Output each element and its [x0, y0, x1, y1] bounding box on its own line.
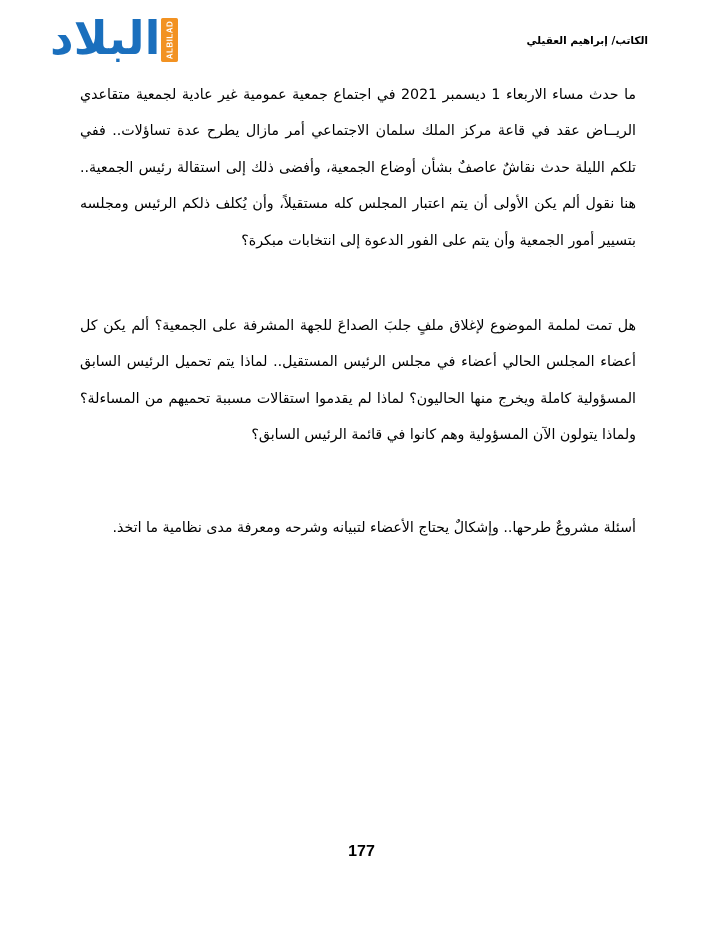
author-name: الكاتب/ إبراهيم العقيلي [526, 35, 648, 47]
albilad-logo [50, 11, 180, 65]
paragraph-2: هل تمت لملمة الموضوع لإغلاق ملفٍ جلبَ الصداعَ للجهة المشرفة على الجمعية؟ ألم يكن كل أعضاء المجلس الحالي أعضاء في مجلس الرئيس المستقيل.. لماذا يتم تحميل الرئيس السابق المسؤولية كاملة ويخرج منها الحاليون؟ لماذا لم يقدموا استقالات مسببة تحميهم من المساءلة؟ ولماذا يتولون الآن المسؤولية وهم كانوا في قائمة الرئيس السابق؟ [80, 318, 636, 444]
page-number: 177 [348, 843, 375, 860]
logo-wordmark: البلاد [50, 11, 161, 65]
logo-badge-text: ALBILAD [165, 20, 174, 60]
paragraph-3: أسئلة مشروعٌ طرحها.. وإشكالٌ يحتاج الأعضاء لتبيانه وشرحه ومعرفة مدى نظامية ما اتخذ. [112, 520, 636, 536]
logo-badge [161, 18, 178, 62]
article-body [80, 77, 636, 582]
paragraph-1: ما حدث مساء الاربعاء 1 ديسمبر 2021 في اجتماع جمعية عمومية غير عادية لجمعية متقاعدي الريــاض عقد في قاعة مركز الملك سلمان الاجتماعي أمر مازال يطرح عدة تساؤلات.. ففي تلكم الليلة حدث نقاشٌ عاصفٌ بشأن أوضاع الجمعية، وأفضى ذلك إلى استقالة رئيس الجمعية.. هنا نقول ألم يكن الأولى أن يتم اعتبار المجلس كله مستقيلاً، وأن يُكلف ذلكم الرئيس ومجلسه بتسيير أمور الجمعية وأن يتم على الفور الدعوة إلى انتخابات مبكرة؟ [80, 87, 636, 249]
